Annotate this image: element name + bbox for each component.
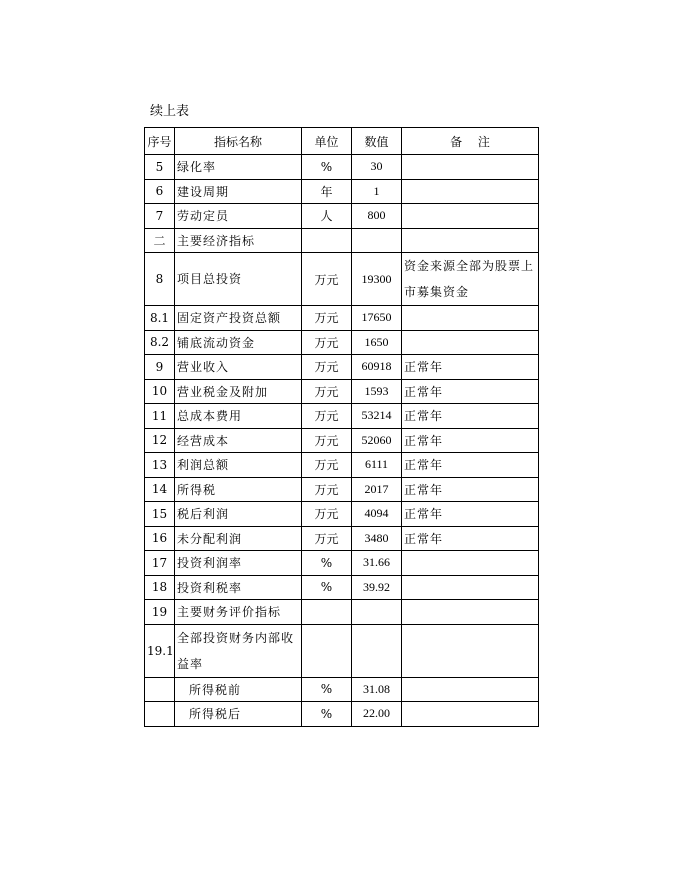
row-no [145,677,175,702]
row-value: 17650 [352,306,402,331]
row-note [402,155,539,180]
row-note: 正常年 [402,453,539,478]
table-row [145,155,539,180]
row-note [402,179,539,204]
row-no: 17 [145,551,175,576]
row-name: 所得税 [175,477,302,502]
row-value: 52060 [352,428,402,453]
row-no: 9 [145,355,175,380]
table-row [145,502,539,527]
header-row [145,128,539,155]
row-no: 13 [145,453,175,478]
row-name: 建设周期 [175,179,302,204]
row-note [402,624,539,677]
row-no: 15 [145,502,175,527]
row-name: 绿化率 [175,155,302,180]
row-note: 正常年 [402,404,539,429]
table-row [145,330,539,355]
row-no: 11 [145,404,175,429]
row-no: 19.1 [145,624,175,677]
row-value: 53214 [352,404,402,429]
row-name: 所得税后 [175,702,302,727]
row-value: 22.00 [352,702,402,727]
header-unit: 单位 [302,128,352,155]
row-note [402,306,539,331]
table-row [145,575,539,600]
row-unit: 万元 [302,428,352,453]
row-no: 6 [145,179,175,204]
row-no: 18 [145,575,175,600]
row-value: 31.66 [352,551,402,576]
row-note [402,204,539,229]
row-name: 主要财务评价指标 [175,600,302,625]
table-row [145,379,539,404]
row-value: 3480 [352,526,402,551]
table-row [145,600,539,625]
table-row [145,702,539,727]
row-unit: 万元 [302,330,352,355]
row-no: 二 [145,228,175,253]
indicator-table [144,127,539,727]
row-name: 未分配利润 [175,526,302,551]
table-row [145,428,539,453]
row-name: 经营成本 [175,428,302,453]
table-caption: 续上表 [150,104,190,119]
row-note [402,330,539,355]
table-row [145,355,539,380]
row-note: 正常年 [402,428,539,453]
row-no: 12 [145,428,175,453]
row-no: 8.1 [145,306,175,331]
row-unit: 万元 [302,355,352,380]
row-unit: % [302,155,352,180]
row-no [145,702,175,727]
row-value: 1650 [352,330,402,355]
row-unit: % [302,677,352,702]
row-value: 30 [352,155,402,180]
row-value: 1593 [352,379,402,404]
row-name: 营业收入 [175,355,302,380]
row-no: 8 [145,253,175,306]
row-unit [302,228,352,253]
row-unit: 人 [302,204,352,229]
table-row [145,477,539,502]
row-name: 铺底流动资金 [175,330,302,355]
row-note [402,551,539,576]
header-no: 序号 [145,128,175,155]
table-row [145,306,539,331]
row-unit: 万元 [302,306,352,331]
row-value: 60918 [352,355,402,380]
row-note: 正常年 [402,502,539,527]
table-row [145,179,539,204]
row-name: 营业税金及附加 [175,379,302,404]
row-value: 39.92 [352,575,402,600]
table-row [145,404,539,429]
row-unit: 万元 [302,453,352,478]
row-no: 19 [145,600,175,625]
row-no: 8.2 [145,330,175,355]
row-value: 31.08 [352,677,402,702]
row-value [352,600,402,625]
header-value: 数值 [352,128,402,155]
table-row [145,526,539,551]
row-value: 1 [352,179,402,204]
row-value [352,624,402,677]
row-value [352,228,402,253]
row-value: 4094 [352,502,402,527]
row-no: 7 [145,204,175,229]
row-name: 总成本费用 [175,404,302,429]
row-value: 800 [352,204,402,229]
row-value: 19300 [352,253,402,306]
row-value: 2017 [352,477,402,502]
table-row [145,624,539,677]
row-name: 固定资产投资总额 [175,306,302,331]
table-row [145,453,539,478]
row-name: 所得税前 [175,677,302,702]
row-unit: 万元 [302,253,352,306]
row-name: 主要经济指标 [175,228,302,253]
row-note [402,677,539,702]
row-value: 6111 [352,453,402,478]
row-unit: % [302,551,352,576]
row-name: 全部投资财务内部收益率 [175,624,302,677]
row-unit [302,600,352,625]
row-name: 投资利润率 [175,551,302,576]
table-row [145,253,539,306]
row-unit: 万元 [302,404,352,429]
row-name: 税后利润 [175,502,302,527]
row-note [402,575,539,600]
table-row [145,677,539,702]
row-unit: % [302,575,352,600]
row-note [402,702,539,727]
row-note [402,228,539,253]
row-note [402,600,539,625]
row-name: 投资利税率 [175,575,302,600]
table-row [145,228,539,253]
row-note: 正常年 [402,379,539,404]
row-no: 14 [145,477,175,502]
header-note: 备 注 [402,128,539,155]
row-no: 16 [145,526,175,551]
row-unit: % [302,702,352,727]
row-no: 5 [145,155,175,180]
row-unit: 年 [302,179,352,204]
row-note: 正常年 [402,526,539,551]
row-name: 项目总投资 [175,253,302,306]
table-row [145,204,539,229]
row-note: 正常年 [402,355,539,380]
row-note: 资金来源全部为股票上市募集资金 [402,253,539,306]
row-name: 劳动定员 [175,204,302,229]
row-note: 正常年 [402,477,539,502]
row-unit: 万元 [302,526,352,551]
row-name: 利润总额 [175,453,302,478]
row-unit [302,624,352,677]
table-row [145,551,539,576]
row-no: 10 [145,379,175,404]
row-unit: 万元 [302,379,352,404]
header-name: 指标名称 [175,128,302,155]
row-unit: 万元 [302,477,352,502]
row-unit: 万元 [302,502,352,527]
